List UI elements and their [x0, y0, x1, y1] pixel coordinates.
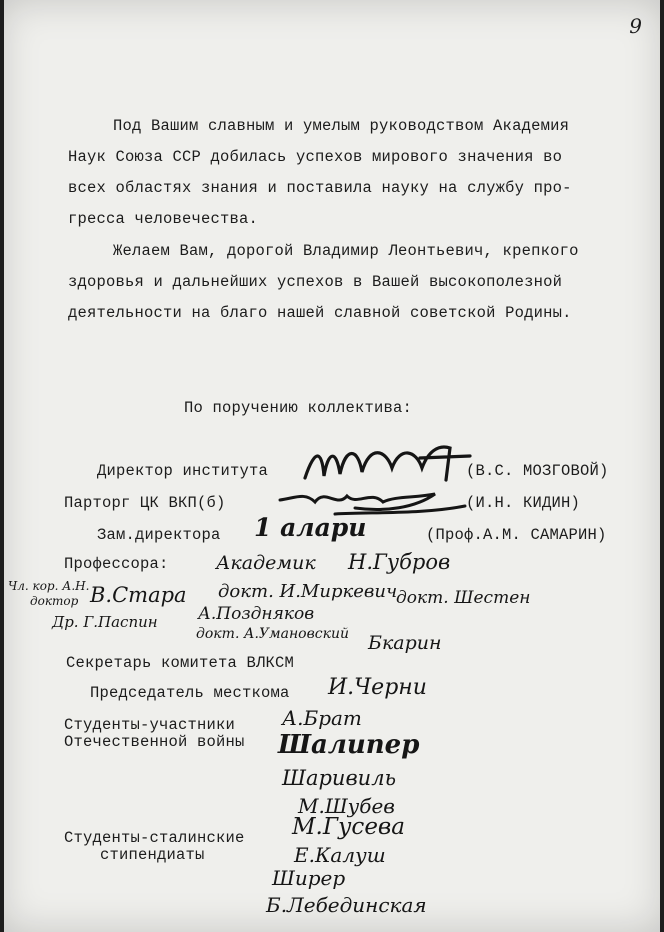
veteran-signature: Шаривиль	[282, 766, 397, 790]
professor-signature: докт. И.Миркевич	[218, 581, 398, 602]
scan-left-edge	[0, 0, 4, 932]
professor-signature: А.Поздняков	[198, 604, 315, 624]
director-title: Директор института	[97, 462, 269, 480]
veteran-signature: Шалипер	[278, 730, 420, 760]
veterans-label: Отечественной войны	[64, 733, 245, 751]
body-line: всех областях знания и поставила науку на службу про-	[68, 179, 572, 197]
director-name: (В.С. МОЗГОВОЙ)	[466, 462, 609, 480]
body-line: деятельности на благо нашей славной советской Родины.	[68, 304, 572, 322]
margin-note: Чл. кор. А.Н.	[8, 579, 90, 593]
body-line: Наук Союза ССР добилась успехов мирового значения во	[68, 148, 563, 166]
komsomol-signature: Бкарин	[368, 632, 442, 654]
mestkom-signature: И.Черни	[328, 675, 427, 700]
margin-note: доктор	[30, 594, 79, 608]
stalin-scholars-label: Студенты-сталинские	[64, 829, 245, 847]
professors-label: Профессора:	[64, 555, 169, 573]
mestkom-label: Председатель месткома	[90, 684, 290, 702]
scholar-signature: Б.Лебединская	[266, 893, 427, 917]
body-line: Под Вашим славным и умелым руководством Академия	[113, 117, 570, 135]
scholar-signature: Ширер	[272, 866, 346, 890]
deputy-signature: 1 алари	[254, 513, 367, 542]
veterans-label: Студенты-участники	[64, 716, 236, 734]
professor-signature: Академик	[216, 552, 316, 574]
partorg-name: (И.Н. КИДИН)	[466, 494, 581, 512]
scan-right-edge	[660, 0, 664, 932]
body-line: Желаем Вам, дорогой Владимир Леонтьевич, крепкого	[113, 242, 579, 260]
veteran-signature: М.Шубев	[298, 794, 395, 818]
deputy-name: (Проф.А.М. САМАРИН)	[426, 526, 607, 544]
scholar-signature: М.Гусева	[292, 814, 406, 840]
page-number: 9	[629, 14, 642, 38]
professor-signature: докт. Шестен	[396, 588, 531, 608]
body-line: гресса человечества.	[68, 210, 259, 228]
margin-signature: В.Стара	[90, 583, 187, 607]
deputy-title: Зам.директора	[97, 526, 221, 544]
scholar-signature: Е.Калуш	[294, 843, 386, 867]
professor-signature: Н.Губров	[348, 550, 451, 574]
partorg-title: Парторг ЦК ВКП(б)	[64, 494, 226, 512]
closing-line: По поручению коллектива:	[184, 399, 413, 417]
stalin-scholars-label: стипендиаты	[100, 846, 205, 864]
komsomol-label: Секретарь комитета ВЛКСМ	[66, 654, 295, 672]
professor-signature: докт. А.Умановский	[196, 626, 349, 642]
veteran-signature: А.Брат	[282, 706, 362, 730]
body-line: здоровья и дальнейших успехов в Вашей высокополезной	[68, 273, 563, 291]
margin-note: Др. Г.Паспин	[52, 613, 158, 631]
